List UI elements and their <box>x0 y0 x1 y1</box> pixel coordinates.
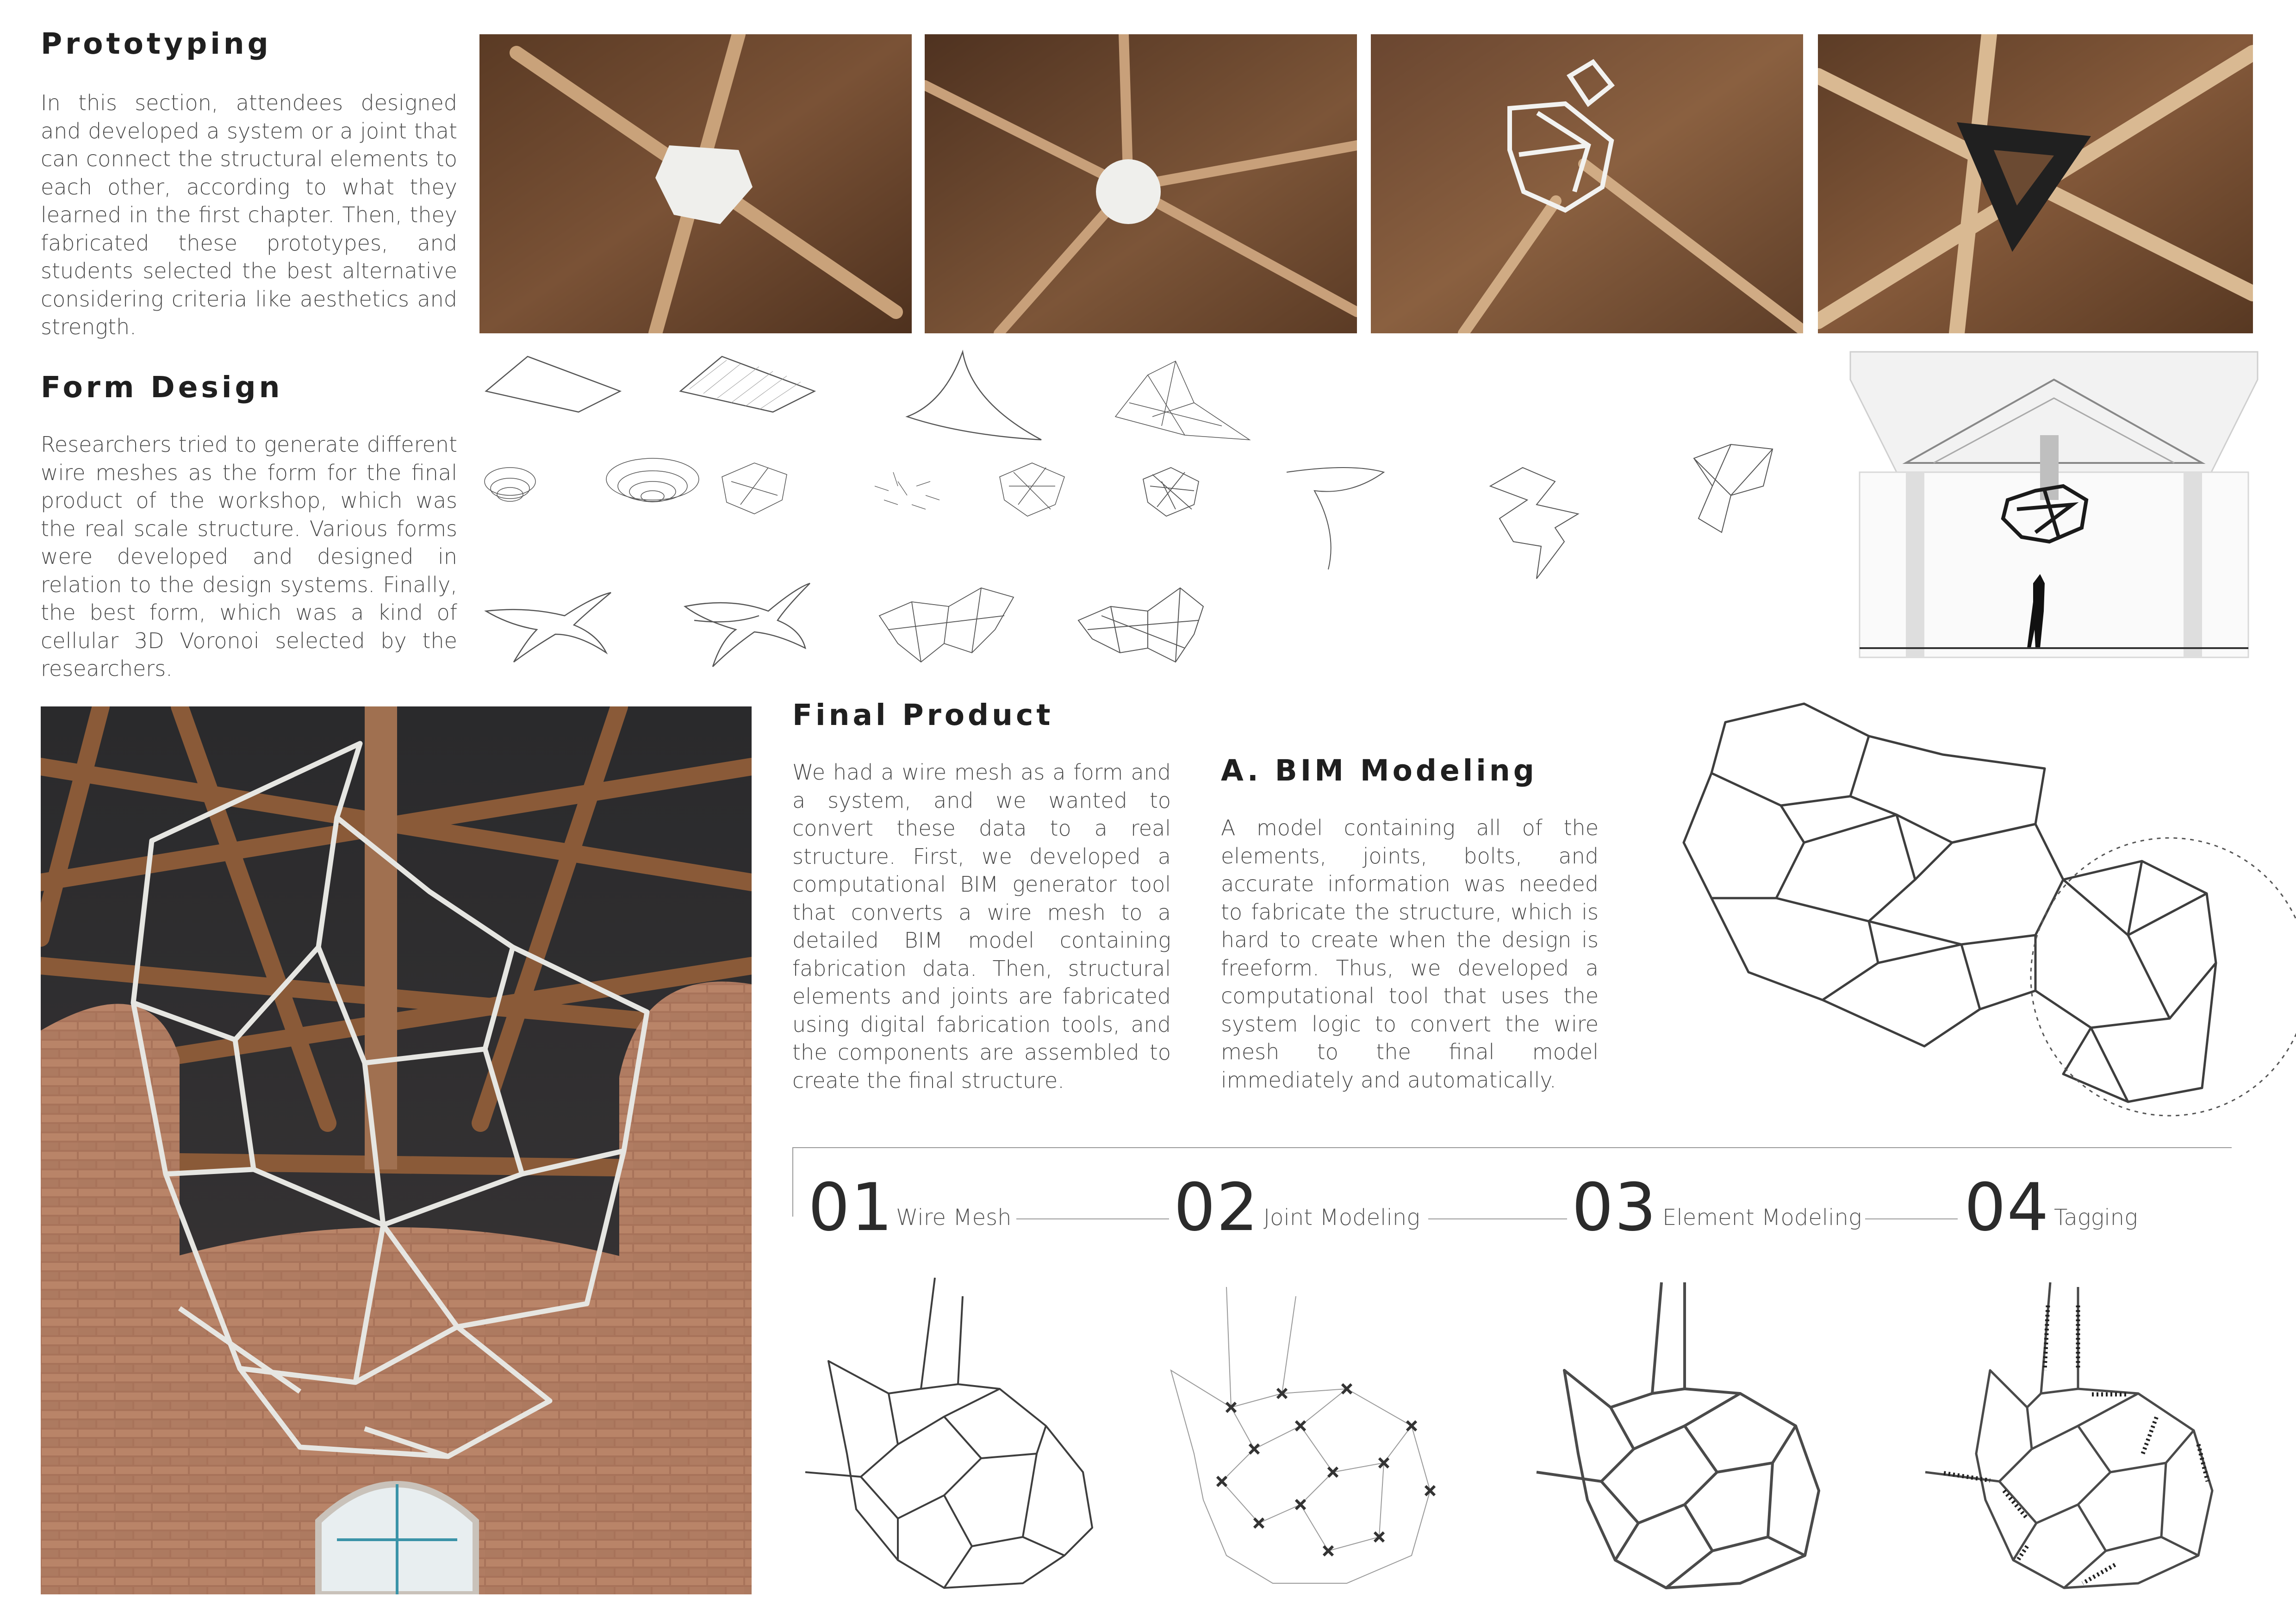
final-product-body: We had a wire mesh as a form and a system, and we wanted to convert these data to a real structure. First, we developed a computational BIM generator tool that converts a wire mesh to a detailed BIM model containing fabrication data. Then, structural elements and joints are fabricated using digital fabrication tools, and the components are assembled to create the final structure. <box>792 760 1171 1093</box>
prototype-photo-five-way-joint <box>925 34 1357 333</box>
tent-surface-sketch <box>907 352 1041 440</box>
step-02-number: 02 <box>1174 1169 1259 1246</box>
wing-form-sketch-2 <box>685 583 810 667</box>
step-02-label: Joint Modeling <box>1263 1205 1420 1230</box>
bim-modeling-body: A model containing all of the elements, joints, bolts, and accurate information was needed to fabricate the structure, which is hard to create when the design is freeform. Thus, we developed a computational tool that uses the system logic to convert the wire mesh to the final model immediately and automatically. <box>1221 815 1599 1093</box>
bowl-lattice-sketch <box>1000 463 1064 516</box>
hatched-plane-sketch <box>680 356 815 412</box>
final-structure-photo <box>41 706 752 1594</box>
bim-modeling-title: A. BIM Modeling <box>1221 754 1537 787</box>
step-01-connector <box>1016 1218 1169 1219</box>
church-elevation-render <box>1850 352 2258 657</box>
step-04-number: 04 <box>1964 1169 2050 1246</box>
voronoi-final-sketch <box>1078 588 1203 662</box>
step-01-number: 01 <box>808 1169 894 1246</box>
prototype-photo-black-triangle-joint <box>1818 34 2253 333</box>
lattice-ribbon-sketch <box>1694 444 1773 532</box>
bowl-sketch-small <box>485 468 535 501</box>
final-product-title: Final Product <box>792 698 1054 732</box>
step-04-tagging-drawing <box>1925 1278 2240 1593</box>
step-03-element-modeling-drawing <box>1537 1278 1842 1593</box>
prototype-photo-white-cross-joint <box>479 34 912 333</box>
step-01-label: Wire Mesh <box>896 1205 1012 1230</box>
voronoi-form-sketch <box>879 588 1014 662</box>
bim-model-drawing <box>1684 704 2234 1130</box>
curve-line-sketch <box>1287 468 1384 569</box>
form-design-sketches <box>481 347 1823 681</box>
bowl-sketch-rings <box>606 458 699 502</box>
step-03-number: 03 <box>1572 1169 1657 1246</box>
step-02-connector <box>1428 1218 1567 1219</box>
step-01-wire-mesh-drawing <box>805 1278 1106 1593</box>
bowl-sketch-mesh <box>722 463 787 514</box>
flat-plane-sketch <box>486 356 620 412</box>
dense-bowl-sketch <box>1143 468 1199 516</box>
form-design-title: Form Design <box>41 370 283 404</box>
steps-top-rule <box>792 1147 2232 1148</box>
steps-left-rule <box>792 1147 793 1217</box>
wing-form-sketch <box>486 593 611 662</box>
scattered-lines-sketch <box>875 472 940 509</box>
prototyping-title: Prototyping <box>41 27 272 61</box>
step-02-joint-modeling-drawing <box>1152 1278 1453 1593</box>
tent-mesh-sketch <box>1115 361 1250 440</box>
step-03-label: Element Modeling <box>1662 1205 1862 1230</box>
step-04-label: Tagging <box>2054 1205 2138 1230</box>
form-design-body: Researchers tried to generate different wire meshes as the form for the final product of the workshop, which was the real scale structure. Various forms were developed and designed in relation to the design systems. Finally, the best form, which was a kind of cellular 3D Voronoi selected by the researchers. <box>41 432 457 681</box>
prototype-photo-lattice-joint <box>1371 34 1803 333</box>
prototyping-body: In this section, attendees designed and developed a system or a joint that can connect the structural elements to each other, according to what they learned in the first chapter. Then, they fabricated these prototypes, and students selected the best alternative considering criteria like aesthetics and strength. <box>41 90 457 339</box>
step-03-connector <box>1865 1218 1958 1219</box>
zigzag-line-sketch <box>1490 468 1578 579</box>
